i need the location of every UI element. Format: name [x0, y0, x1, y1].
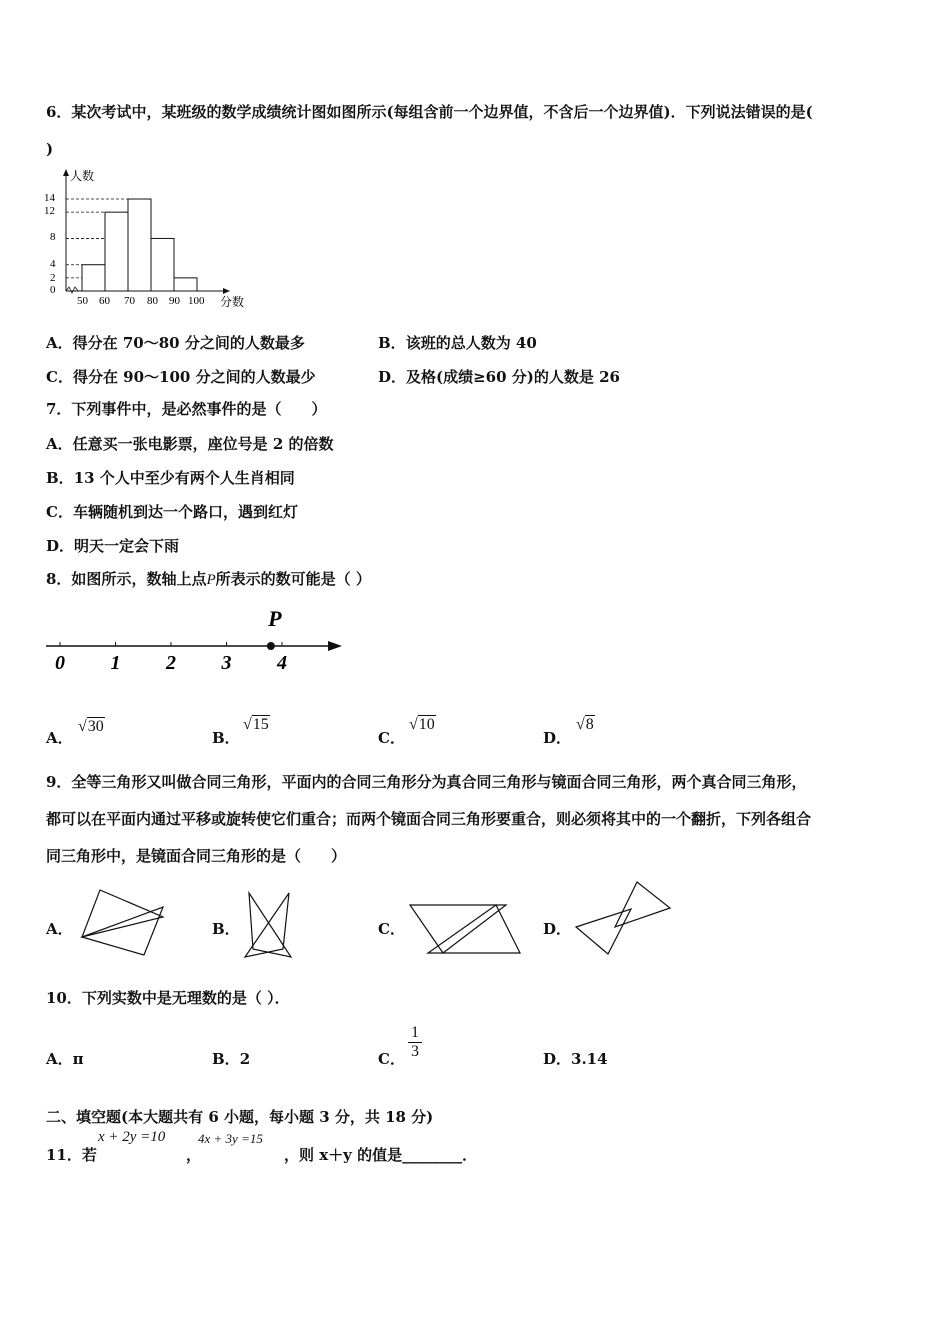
q8-number-line: [42, 605, 352, 675]
option-text: 2: [239, 1050, 251, 1068]
number-line-label-2: 2: [166, 652, 176, 674]
option-text: 车辆随机到达一个路口，遇到红灯: [72, 503, 298, 521]
x-tick-80: 80: [147, 295, 158, 307]
x-tick-70: 70: [124, 295, 135, 307]
y-axis-label: 人数: [70, 169, 95, 183]
q11-prefix: 11．若: [46, 1146, 97, 1164]
q9-option-c[interactable]: [378, 918, 405, 939]
section-2-title: 二、填空题(本大题共有 6 小题，每小题 3 分，共 18 分): [46, 1108, 434, 1126]
y-tick-14: 14: [44, 192, 55, 204]
triangle-1: [615, 882, 670, 927]
option-text: 及格(成绩≥60 分)的人数是 26: [406, 368, 620, 386]
x-tick-60: 60: [99, 295, 110, 307]
q7-option-b[interactable]: [46, 467, 295, 488]
option-text: 3.14: [571, 1050, 608, 1068]
q7-stem: 7．下列事件中，是必然事件的是（ ）: [46, 400, 327, 418]
option-label: B．: [212, 729, 240, 747]
q9-figure-a: [78, 887, 168, 957]
y-axis-arrow: [63, 169, 69, 176]
option-label: C．: [378, 920, 405, 938]
option-text: 该班的总人数为 40: [405, 334, 537, 352]
option-text: 得分在 70～80 分之间的人数最多: [72, 334, 305, 352]
q6-option-c[interactable]: [46, 366, 316, 387]
q6-option-d[interactable]: [378, 366, 620, 387]
q8-option-c[interactable]: [378, 727, 405, 748]
q6-histogram: [44, 167, 254, 312]
option-label: D．: [46, 537, 75, 555]
q7-option-c[interactable]: [46, 501, 298, 522]
point-p-label: P: [268, 606, 282, 631]
option-label: A．: [46, 435, 73, 453]
x-tick-50: 50: [77, 295, 88, 307]
triangle-1: [82, 890, 163, 937]
option-label: D．: [543, 920, 572, 938]
x-axis-arrow: [223, 288, 230, 294]
q6-stem-end: ): [46, 140, 54, 158]
q10-option-c-fraction: [408, 1024, 422, 1061]
number-line-arrow: [328, 641, 342, 651]
bar-70-80: [128, 199, 151, 291]
y-tick-4: 4: [50, 258, 56, 270]
q10-stem: 10．下列实数中是无理数的是（ ）．: [46, 989, 290, 1007]
q6-option-b[interactable]: [378, 332, 537, 353]
q8-stem-after: 所表示的数可能是（ ）: [215, 570, 371, 588]
fraction-denominator: 3: [411, 1043, 419, 1060]
x-tick-100: 100: [188, 295, 205, 307]
option-label: C．: [46, 368, 73, 386]
q9-stem-line1: 9．全等三角形又叫做合同三角形，平面内的合同三角形分为真合同三角形与镜面合同三角形，两个真合同三角形，: [46, 773, 807, 791]
number-line-label-1: 1: [110, 652, 121, 674]
fraction-numerator: 1: [408, 1024, 422, 1043]
y-tick-12: 12: [44, 205, 55, 217]
q8-option-c-sqrt: √10: [409, 716, 435, 733]
q10-option-a[interactable]: [46, 1048, 84, 1069]
bar-60-70: [105, 212, 128, 291]
option-label: D．: [543, 729, 572, 747]
q8-option-b[interactable]: [212, 727, 240, 748]
q11-equation-2: 4x + 3y =15: [198, 1131, 263, 1146]
option-label: A．: [46, 920, 73, 938]
bar-50-60: [82, 265, 105, 291]
bar-90-100: [174, 278, 197, 291]
number-line-label-3: 3: [221, 652, 232, 674]
option-label: D．: [378, 368, 407, 386]
q10-option-b[interactable]: [212, 1048, 250, 1069]
q10-option-d[interactable]: [543, 1048, 608, 1069]
option-label: B．: [212, 1050, 240, 1068]
q7-option-d[interactable]: [46, 535, 179, 556]
option-label: D．: [543, 1050, 572, 1068]
option-label: B．: [46, 469, 74, 487]
q9-option-a[interactable]: [46, 918, 73, 939]
y-tick-2: 2: [50, 272, 56, 284]
option-label: A．: [46, 729, 73, 747]
q8-stem-before: 8．如图所示，数轴上点: [46, 570, 207, 588]
option-label: A．: [46, 1050, 73, 1068]
q6-stem: 6．某次考试中，某班级的数学成绩统计图如图所示(每组含前一个边界值，不含后一个边界值)．下列说法错误的是(: [46, 103, 813, 121]
option-label: C．: [378, 1050, 405, 1068]
option-label: A．: [46, 334, 73, 352]
q9-stem-line3: 同三角形中，是镜面合同三角形的是（ ）: [46, 847, 347, 865]
q6-option-a[interactable]: [46, 332, 305, 353]
q8-option-d-sqrt: √8: [576, 716, 594, 733]
number-line-label-4: 4: [277, 652, 287, 674]
q7-option-a[interactable]: [46, 433, 334, 454]
y-tick-8: 8: [50, 231, 56, 243]
q9-figure-d: [573, 879, 673, 959]
q8-option-a[interactable]: [46, 727, 73, 748]
q9-option-d[interactable]: [543, 918, 571, 939]
x-axis-label: 分数: [220, 295, 245, 309]
q9-figure-b: [239, 889, 299, 964]
triangle-2: [82, 907, 163, 955]
q8-stem: [46, 569, 371, 590]
option-label: C．: [378, 729, 405, 747]
option-label: B．: [212, 920, 240, 938]
q9-stem-line2: 都可以在平面内通过平移或旋转使它们重合；而两个镜面合同三角形要重合，则必须将其中的一个翻折，下列各组合: [46, 810, 812, 828]
q9-figure-c: [408, 903, 523, 958]
option-text: π: [72, 1050, 84, 1068]
bar-80-90: [151, 238, 174, 291]
q10-option-c[interactable]: [378, 1048, 405, 1069]
q8-option-d[interactable]: [543, 727, 571, 748]
axis-break-mark: [66, 287, 78, 293]
q11-comma: ，: [186, 1146, 202, 1164]
point-p-marker: [267, 642, 275, 650]
q9-option-b[interactable]: [212, 918, 240, 939]
q11-equation-1: x + 2y =10: [98, 1129, 166, 1145]
number-line-label-0: 0: [55, 652, 65, 674]
q11-suffix: ，则 x＋y 的值是________．: [284, 1146, 478, 1164]
option-label: B．: [378, 334, 406, 352]
q8-option-a-sqrt: √30: [78, 718, 104, 735]
q8-var-p: P: [206, 572, 216, 588]
option-text: 任意买一张电影票，座位号是 2 的倍数: [72, 435, 334, 453]
y-tick-0: 0: [50, 284, 56, 296]
option-label: C．: [46, 503, 73, 521]
triangle-2: [576, 909, 631, 954]
option-text: 明天一定会下雨: [74, 537, 180, 555]
option-text: 得分在 90～100 分之间的人数最少: [72, 368, 316, 386]
q8-option-b-sqrt: √15: [243, 716, 269, 733]
option-text: 13 个人中至少有两个人生肖相同: [73, 469, 295, 487]
triangle-1: [410, 905, 506, 953]
x-tick-90: 90: [169, 295, 180, 307]
triangle-1: [249, 893, 291, 957]
